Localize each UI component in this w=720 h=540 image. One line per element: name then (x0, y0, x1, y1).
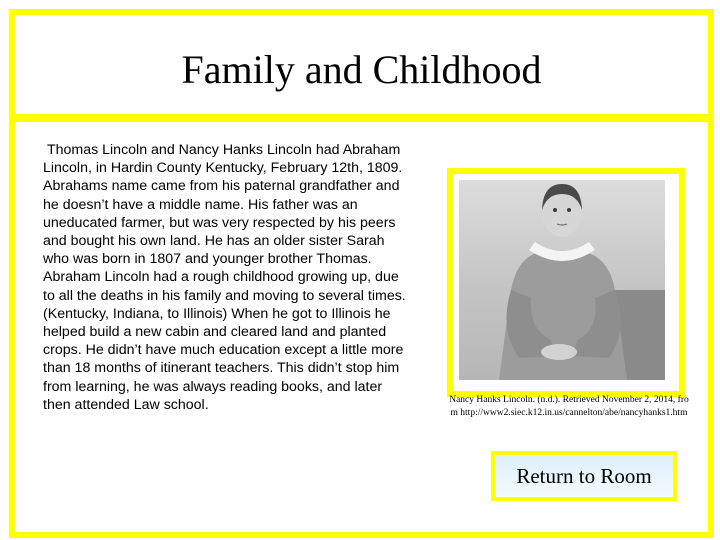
body-paragraph: Thomas Lincoln and Nancy Hanks Lincoln had Abraham Lincoln, in Hardin County Kentucky, February 12th, 1809. Abrahams name came from his paternal grandfather and he doesn’t have a middle name. His father was an uneducated farmer, but was very respected by his peers and bought his own land. He has an older sister Sarah who was born in 1807 and younger brother Thomas. Abraham Lincoln had a rough childhood growing up, due to all the deaths in his family and moving to several times. (Kentucky, Indiana, to Illinois) When he got to Illinois he helped build a new cabin and cleared land and planted crops. He didn’t have much education except a little more than 18 months of itinerant teachers. This didn’t stop him from learning, he was always reading books, and later then attended Law school. (43, 142, 410, 413)
image-citation: Nancy Hanks Lincoln. (n.d.). Retrieved November 2, 2014, from http://www2.siec.k12.in.us/cannelton/abe/nancyhanks1.htm (449, 395, 689, 418)
page-title: Family and Childhood (181, 47, 542, 92)
portrait-frame (447, 168, 685, 397)
content-box (9, 116, 714, 538)
title-box (9, 9, 714, 120)
portrait-illustration (459, 180, 665, 380)
portrait-photo (459, 180, 665, 380)
return-to-room-button[interactable]: Return to Room (491, 451, 677, 501)
